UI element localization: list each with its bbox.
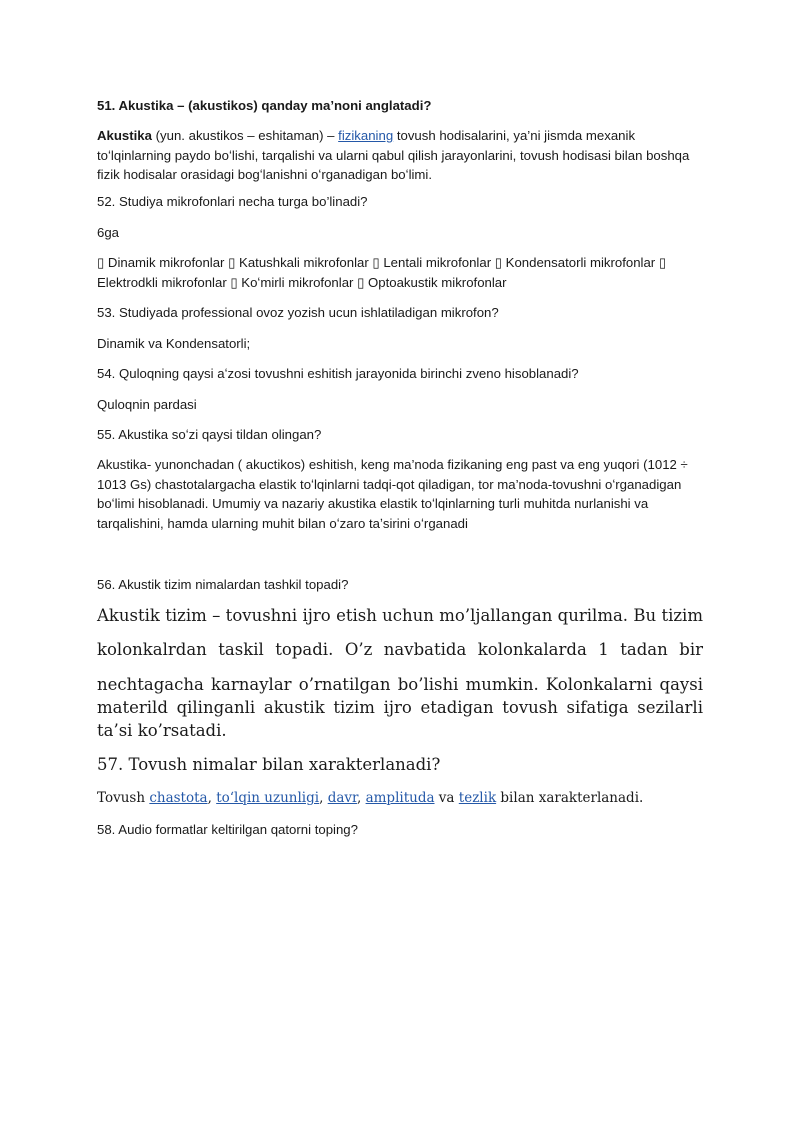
question-56-heading: 56. Akustik tizim nimalardan tashkil topadi? <box>97 577 349 592</box>
term-akustika: Akustika <box>97 128 152 143</box>
question-55-answer: Akustika- yunonchadan ( akuctikos) eshitish, keng ma’noda fizikaning eng past va eng yuqori (1012 ÷ 1013 Gs) chastotalargacha elastik toʻlqinlarni tadqi-qot qiladigan, tor ma’noda-tovushni oʻrganadigan boʻlimi hisoblanadi. Umumiy va nazariy akustika elastik toʻlqinlarning turli muhitda nurlanishi va tarqalishini, hamda ularning muhit bilan oʻzaro taʼsirini oʻrganadi <box>97 457 688 531</box>
separator: , <box>319 790 328 806</box>
question-53-heading: 53. Studiyada professional ovoz yozish ucun ishlatiladigan mikrofon? <box>97 305 499 320</box>
separator: , <box>356 790 366 806</box>
link-fizikaning[interactable]: fizikaning <box>338 128 394 143</box>
answer-57-suffix: bilan xarakterlanadi. <box>496 790 644 806</box>
link-tezlik[interactable]: tezlik <box>458 790 497 806</box>
answer-51-rest: tovush hodisalarini, ya’ni jismda mexanik toʻlqinlarning paydo boʻlishi, tarqalishi va ularni qabul qilish jarayonlarini, tovush hodisasi bilan boshqa fizik hodisalar orasidagi bogʻlanishni oʻrganadigan boʻlimi. <box>97 128 690 182</box>
answer-57-prefix: Tovush <box>97 790 150 806</box>
separator: , <box>207 790 217 806</box>
separator: va <box>434 790 459 806</box>
question-57-answer <box>97 789 703 808</box>
question-57-heading: 57. Tovush nimalar bilan xarakterlanadi? <box>97 755 441 774</box>
question-52-answer: 6ga <box>97 225 120 240</box>
question-55-heading: 55. Akustika soʻzi qaysi tildan olingan? <box>97 427 322 442</box>
link-davr[interactable]: davr <box>327 790 357 806</box>
question-58-heading: 58. Audio formatlar keltirilgan qatorni toping? <box>97 822 358 837</box>
microphone-types-line-2: Elektrodkli mikrofonlar ▯ Koʻmirli mikrofonlar ▯ Optoakustik mikrofonlar <box>97 275 507 290</box>
link-amplituda[interactable]: amplituda <box>365 790 435 806</box>
microphone-types-line-1: ▯ Dinamik mikrofonlar ▯ Katushkali mikrofonlar ▯ Lentali mikrofonlar ▯ Kondensatorli mikrofonlar ▯ <box>97 255 667 270</box>
question-53-answer: Dinamik va Kondensatorli; <box>97 336 251 351</box>
question-54-answer: Quloqnin pardasi <box>97 397 197 412</box>
question-52-heading: 52. Studiya mikrofonlari necha turga bo’linadi? <box>97 194 368 209</box>
question-51-heading: 51. Akustika – (akustikos) qanday ma’noni anglatadi? <box>97 98 432 113</box>
question-56-answer-line-1: Akustik tizim – tovushni ijro etish uchun mo’ljallangan qurilma. Bu tizim <box>97 606 703 625</box>
question-54-heading: 54. Quloqning qaysi aʻzosi tovushni eshitish jarayonida birinchi zveno hisoblanadi? <box>97 366 579 381</box>
link-tolqin-uzunligi[interactable]: toʻlqin uzunligi <box>216 790 320 806</box>
question-56-answer-line-3: nechtagacha karnaylar o’rnatilgan bo’lishi mumkin. Kolonkalarni qaysi materild qilinganli akustik tizim ijro etadigan tovush sifatiga sezilarli ta’si ko’rsatadi. <box>97 675 703 740</box>
link-chastota[interactable]: chastota <box>149 790 208 806</box>
question-51-answer <box>97 126 703 185</box>
answer-51-intro: (yun. akustikos – eshitaman) – <box>151 128 339 143</box>
question-56-answer-line-2: kolonkalrdan taskil topadi. O’z navbatida kolonkalarda 1 tadan bir <box>97 640 703 659</box>
